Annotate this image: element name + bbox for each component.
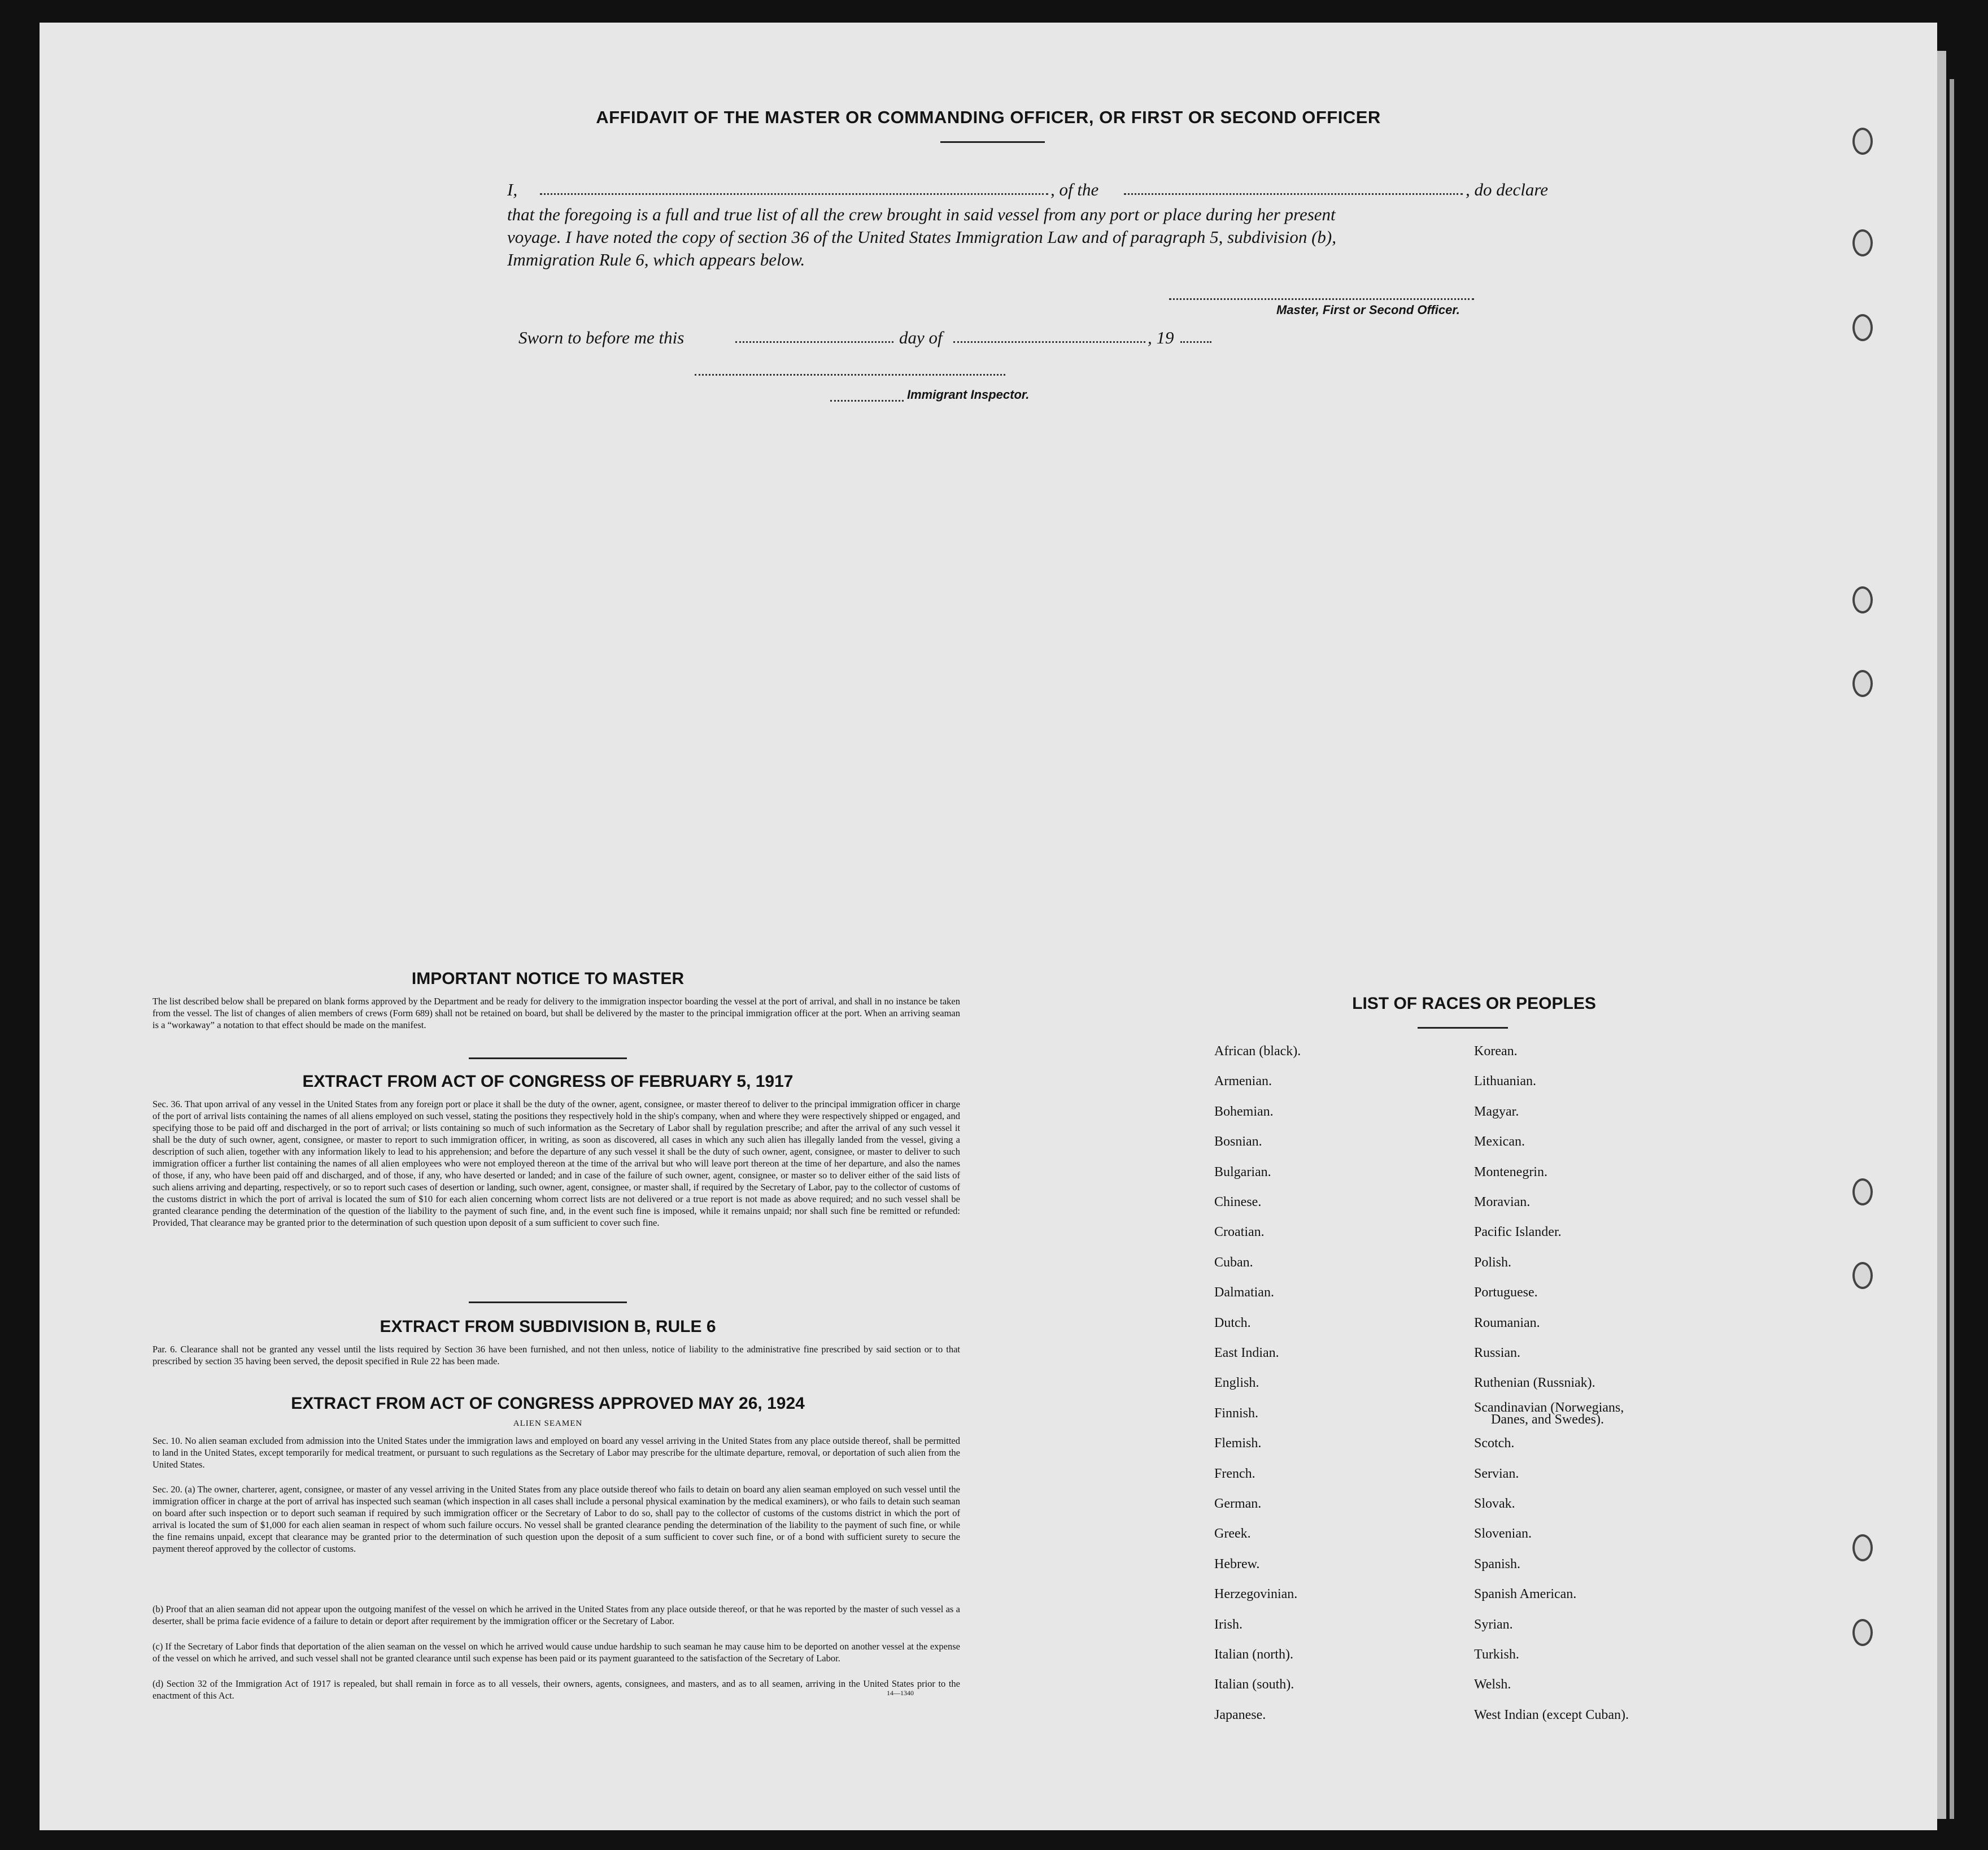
race-item: African (black). <box>1214 1044 1301 1059</box>
binding-hole-icon <box>1852 1262 1873 1289</box>
races-title-underline <box>1418 1027 1508 1029</box>
form-number: 14—1340 <box>887 1689 914 1697</box>
subdivision-title: EXTRACT FROM SUBDIVISION B, RULE 6 <box>380 1317 716 1336</box>
race-item: West Indian (except Cuban). <box>1474 1708 1629 1722</box>
officer-signature-blank[interactable] <box>1169 298 1474 300</box>
document-page <box>40 23 1937 1830</box>
race-item: Mexican. <box>1474 1134 1525 1149</box>
race-item: Ruthenian (Russniak). <box>1474 1375 1595 1390</box>
race-item: Armenian. <box>1214 1074 1272 1089</box>
sec20d-text: (d) Section 32 of the Immigration Act of 1917 is repealed, but shall remain in force as to all vessels, their owners, agents, consignees, and masters, and as to all seamen, arriving in the United States prior to the enactment of this Act. <box>152 1678 960 1701</box>
race-item: Bohemian. <box>1214 1104 1274 1119</box>
race-item: Spanish American. <box>1474 1587 1577 1601</box>
affidavit-do-declare: , do declare <box>1466 180 1549 199</box>
race-item: Turkish. <box>1474 1647 1519 1662</box>
race-item: Croatian. <box>1214 1225 1265 1239</box>
sworn-month-blank[interactable] <box>953 341 1145 343</box>
inspector-caption-lead <box>830 400 904 402</box>
race-item: Portuguese. <box>1474 1285 1538 1300</box>
race-item: Spanish. <box>1474 1557 1521 1572</box>
day-of-label: day of <box>899 328 943 347</box>
sworn-label: Sworn to before me this <box>518 328 685 347</box>
race-item: Cuban. <box>1214 1255 1253 1270</box>
affidavit-body-line-3: Immigration Rule 6, which appears below. <box>507 250 805 269</box>
extract-1917-text: Sec. 36. That upon arrival of any vessel in the United States from any foreign port or place it shall be the duty of the owner, agent, consignee, or master thereof to deliver to the principal immigration officer in charge of the port of arrival lists containing the names of all aliens employed on such vessel, stating the positions they respectively hold in the ship's company, when and where they were respectively shipped or engaged, and specifying those to be paid off and discharged in the port of arrival; or lists containing so much of such information as the Secretary of Labor shall by regulation prescribe; and after the arrival of any such vessel it shall be the duty of such owner, agent, consignee, or master to report to such immigration officer, in writing, as soon as discovered, all cases in which any such alien has illegally landed from the vessel, giving a description of such alien, together with any information likely to lead to his apprehension; and before the departure of any such vessel it shall be the duty of such owner, agent, consignee, or master to deliver to such immigration officer a further list containing the names of all alien employees who were not employed thereon at the time of the arrival but who will leave port thereon at the time of her departure, and also the names of those, if any, who have been paid off and discharged, and of those, if any, who have deserted or landed; and in case of the failure of such owner, agent, consignee, or master so to deliver either of the said lists of such aliens arriving and departing, respectively, or so to report such cases of desertion or landing, such owner, agent, consignee, or master shall, if required by the Secretary of Labor, pay to the collector of customs of the customs district in which the port of arrival is located the sum of $10 for each alien concerning whom correct lists are not delivered or a true report is not made as above required; and no such vessel shall be granted clearance pending the determination of the question of the liability to the payment of such fine, and, in the event such fine is imposed, while it remains unpaid; nor shall such fine be remitted or refunded: Provided, That clearance may be granted prior to the determination of such question upon deposit of a sum sufficient to cover such fine. <box>152 1099 960 1228</box>
race-item: Lithuanian. <box>1474 1074 1536 1089</box>
affidavit-i-label: I, <box>507 180 518 199</box>
divider <box>469 1301 627 1303</box>
sec20a-text: Sec. 20. (a) The owner, charterer, agent, consignee, or master of any vessel arriving in the United States from any place outside thereof who fails to detain on board any alien seaman employed on such vessel until the immigration officer in charge at the port of arrival has inspected such seaman (which inspection in all cases shall include a personal physical examination by the medical examiners), or who fails to detain such seaman on board after such inspection or to deport such seaman if required by such immigration officer or the Secretary of Labor to do so, shall pay to the collector of customs of the customs district in which the port of arrival is located the sum of $1,000 for each alien seaman in respect of whom such failure occurs. No vessel shall be granted clearance pending the determination of the liability to the payment of such fine, or while the fine remains unpaid, except that clearance may be granted prior to the determination of such question upon the deposit of a sum sufficient to cover such fine, or of a bond with sufficient surety to secure the payment thereof approved by the collector of customs. <box>152 1484 960 1554</box>
race-item: Magyar. <box>1474 1104 1519 1119</box>
race-item: Bulgarian. <box>1214 1165 1271 1179</box>
name-blank[interactable] <box>540 193 1048 195</box>
page-edge-shadow <box>1950 79 1954 1819</box>
race-item: Pacific Islander. <box>1474 1225 1562 1239</box>
race-item: Welsh. <box>1474 1677 1511 1692</box>
race-item: Japanese. <box>1214 1708 1266 1722</box>
race-item: Scotch. <box>1474 1436 1515 1451</box>
race-item: Montenegrin. <box>1474 1165 1547 1179</box>
binding-hole-icon <box>1852 586 1873 613</box>
year-prefix: , 19 <box>1148 328 1174 347</box>
race-item: Syrian. <box>1474 1617 1513 1632</box>
race-item: Scandinavian (Norwegians, <box>1474 1400 1624 1415</box>
page-edge <box>1937 51 1946 1819</box>
race-item: Moravian. <box>1474 1195 1531 1209</box>
vessel-blank[interactable] <box>1124 193 1463 195</box>
race-item: Roumanian. <box>1474 1316 1540 1330</box>
race-item: Italian (north). <box>1214 1647 1293 1662</box>
binding-hole-icon <box>1852 229 1873 256</box>
subdivision-text: Par. 6. Clearance shall not be granted any vessel until the lists required by Section 36 have been furnished, and not then unless, notice of liability to the administrative fine prescribed by said section or to that prescribed by section 35 having been served, the deposit specified in Rule 22 has been made. <box>152 1344 960 1366</box>
races-title: LIST OF RACES OR PEOPLES <box>1352 994 1596 1013</box>
notice-text: The list described below shall be prepared on blank forms approved by the Department and be ready for delivery to the immigration inspector boarding the vessel at the port of arrival, and shall in no instance be taken from the vessel. The list of changes of alien members of crews (Form 689) shall not be retained on board, but shall be delivered by the master to the principal immigration officer at the port. When an arriving seaman is a “workaway” a notation to that effect should be made on the manifest. <box>152 996 960 1030</box>
notice-title: IMPORTANT NOTICE TO MASTER <box>411 969 685 988</box>
race-item: French. <box>1214 1466 1255 1481</box>
race-item: Irish. <box>1214 1617 1242 1632</box>
affidavit-body-line-1: that the foregoing is a full and true list of all the crew brought in said vessel from any port or place during her present <box>507 204 1336 224</box>
sec20b-text: (b) Proof that an alien seaman did not appear upon the outgoing manifest of the vessel on which he arrived in the United States from any place outside thereof, or that he was reported by the master of such vessel as a deserter, shall be prima facie evidence of a failure to detain or deport after requirement by the immigration officer or the Secretary of Labor. <box>152 1604 960 1626</box>
sec20c-text: (c) If the Secretary of Labor finds that deportation of the alien seaman on the vessel on which he arrived would cause undue hardship to such seaman he may cause him to be deported on another vessel at the expense of the vessel on which he arrived, and such vessel shall not be granted clearance until such expense has been paid or its payment guaranteed to the satisfaction of the Secretary of Labor. <box>152 1641 960 1664</box>
race-item: Korean. <box>1474 1044 1518 1059</box>
extract-1924-title: EXTRACT FROM ACT OF CONGRESS APPROVED MAY 26, 1924 <box>291 1394 805 1413</box>
binding-hole-icon <box>1852 314 1873 341</box>
sec10-text: Sec. 10. No alien seaman excluded from admission into the United States under the immigration laws and employed on board any vessel arriving in the United States from any place outside thereof, shall be permitted to land in the United States, except temporarily for medical treatment, or pursuant to such regulations as the Secretary of Labor may prescribe for the ultimate departure, removal, or deportation of such alien from the United States. <box>152 1435 960 1470</box>
race-item: Hebrew. <box>1214 1557 1260 1572</box>
race-item: Danes, and Swedes). <box>1491 1412 1604 1427</box>
race-item: Herzegovinian. <box>1214 1587 1298 1601</box>
extract-1917-title: EXTRACT FROM ACT OF CONGRESS OF FEBRUARY 5, 1917 <box>302 1072 794 1091</box>
binding-hole-icon <box>1852 128 1873 155</box>
race-item: Bosnian. <box>1214 1134 1262 1149</box>
inspector-caption: Immigrant Inspector. <box>907 388 1030 402</box>
race-item: English. <box>1214 1375 1259 1390</box>
divider <box>469 1057 627 1059</box>
race-item: Greek. <box>1214 1526 1251 1541</box>
affidavit-title: AFFIDAVIT OF THE MASTER OR COMMANDING OFFICER, OR FIRST OR SECOND OFFICER <box>596 107 1381 127</box>
race-item: German. <box>1214 1496 1262 1511</box>
affidavit-of-the-label: , of the <box>1050 180 1099 199</box>
inspector-signature-blank[interactable] <box>695 374 1005 376</box>
race-item: Russian. <box>1474 1346 1521 1360</box>
binding-hole-icon <box>1852 1619 1873 1646</box>
race-item: Slovenian. <box>1474 1526 1532 1541</box>
alien-seamen-subtitle: ALIEN SEAMEN <box>513 1419 583 1428</box>
binding-hole-icon <box>1852 1534 1873 1561</box>
affidavit-body-line-2: voyage. I have noted the copy of section 36 of the United States Immigration Law and of paragraph 5, subdivision (b), <box>507 227 1336 247</box>
binding-hole-icon <box>1852 1178 1873 1205</box>
race-item: Servian. <box>1474 1466 1519 1481</box>
sworn-year-blank[interactable] <box>1180 341 1211 343</box>
race-item: East Indian. <box>1214 1346 1279 1360</box>
race-item: Dutch. <box>1214 1316 1251 1330</box>
race-item: Italian (south). <box>1214 1677 1294 1692</box>
race-item: Dalmatian. <box>1214 1285 1274 1300</box>
race-item: Finnish. <box>1214 1406 1259 1421</box>
title-underline <box>940 141 1045 143</box>
race-item: Chinese. <box>1214 1195 1262 1209</box>
sworn-day-blank[interactable] <box>735 341 893 343</box>
officer-caption: Master, First or Second Officer. <box>1276 303 1460 317</box>
race-item: Slovak. <box>1474 1496 1515 1511</box>
race-item: Flemish. <box>1214 1436 1262 1451</box>
binding-hole-icon <box>1852 670 1873 697</box>
race-item: Polish. <box>1474 1255 1512 1270</box>
